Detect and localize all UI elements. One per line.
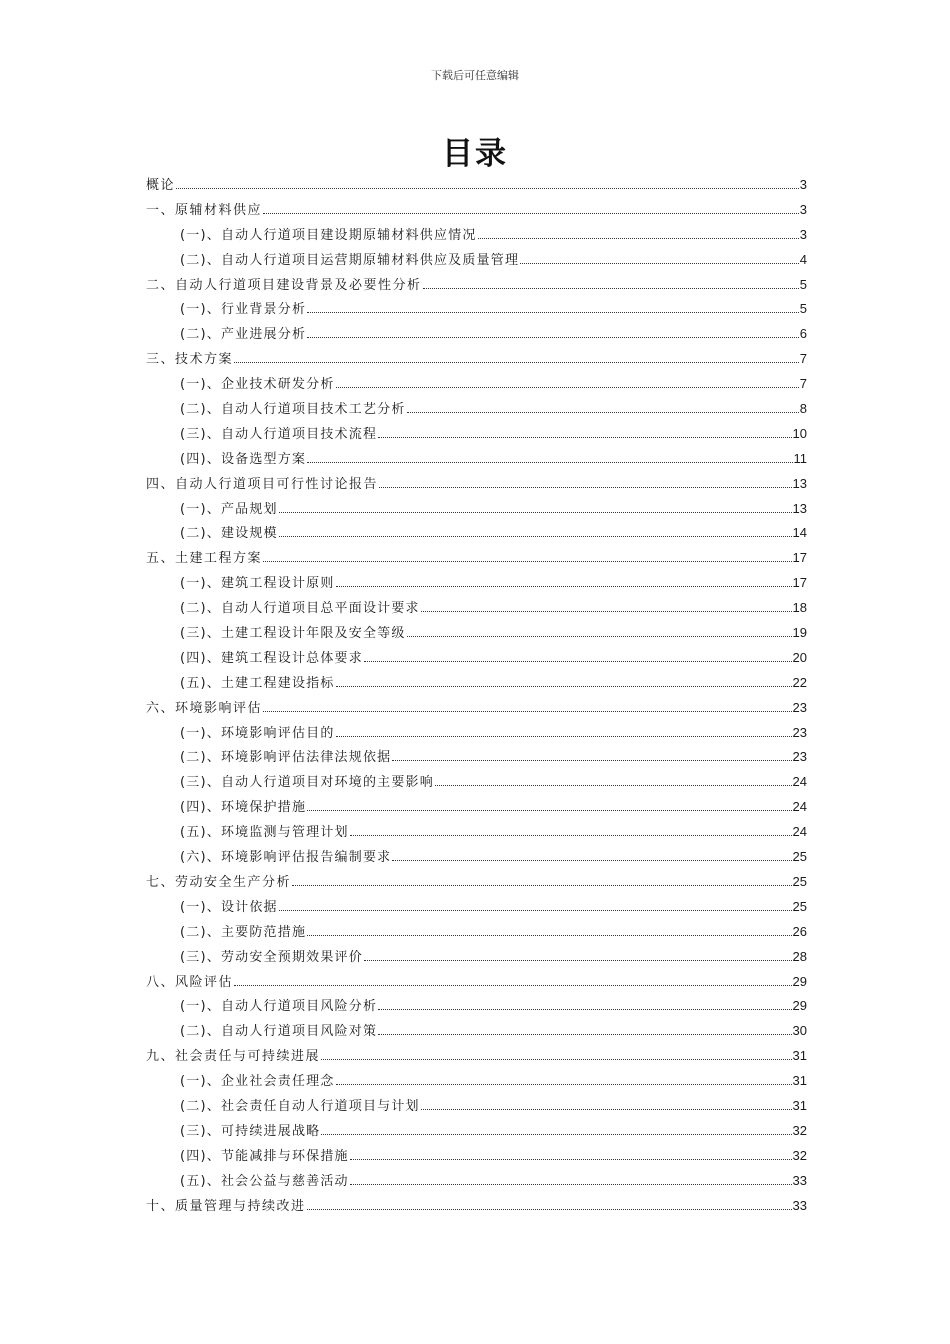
dot-leader (263, 561, 792, 562)
dot-leader (350, 1159, 792, 1160)
toc-entry[interactable] (146, 672, 807, 697)
toc-entry-label: (一)、自动人行道项目风险分析 (180, 999, 378, 1015)
dot-leader (520, 263, 799, 264)
toc-title: 目录 (442, 136, 508, 172)
toc-entry-label: (三)、自动人行道项目技术流程 (180, 426, 378, 442)
toc-entry-label: (三)、土建工程设计年限及安全等级 (180, 626, 406, 642)
toc-entry-page: 17 (792, 575, 807, 591)
toc-entry[interactable] (146, 1170, 807, 1195)
toc-entry-label: (五)、社会公益与慈善活动 (180, 1173, 349, 1189)
toc-entry[interactable] (146, 921, 807, 946)
toc-entry-page: 13 (792, 500, 807, 516)
dot-leader (407, 412, 799, 413)
toc-entry-page: 17 (792, 550, 807, 566)
toc-entry-label: (三)、自动人行道项目对环境的主要影响 (180, 775, 434, 791)
toc-entry-page: 24 (792, 824, 807, 840)
dot-leader (279, 536, 792, 537)
toc-entry[interactable] (146, 1045, 807, 1070)
dot-leader (379, 487, 792, 488)
toc-entry[interactable] (146, 199, 807, 224)
toc-entry-page: 3 (799, 226, 807, 242)
toc-entry-label: 一、原辅材料供应 (146, 202, 263, 218)
toc-entry-page: 4 (799, 251, 807, 267)
dot-leader (336, 387, 799, 388)
toc-entry[interactable] (146, 821, 807, 846)
toc-entry-page: 3 (799, 177, 807, 192)
toc-entry-page: 11 (793, 450, 807, 466)
dot-leader (392, 760, 791, 761)
toc-entry-label: 三、技术方案 (146, 352, 234, 368)
toc-entry[interactable] (146, 274, 807, 299)
toc-entry[interactable] (146, 448, 807, 473)
dot-leader (307, 810, 791, 811)
toc-entry[interactable] (146, 697, 807, 722)
dot-leader (279, 910, 792, 911)
dot-leader (364, 661, 792, 662)
toc-entry[interactable] (146, 846, 807, 871)
toc-entry-label: 四、自动人行道项目可行性讨论报告 (146, 476, 379, 492)
toc-entry-page: 30 (792, 1023, 807, 1039)
toc-entry-page: 25 (792, 873, 807, 889)
toc-entry[interactable] (146, 174, 807, 199)
toc-entry-page: 25 (792, 898, 807, 914)
dot-leader (263, 711, 792, 712)
toc-entry-label: (二)、社会责任自动人行道项目与计划 (180, 1098, 420, 1114)
dot-leader (307, 462, 792, 463)
toc-entry[interactable] (146, 224, 807, 249)
toc-entry-page: 8 (799, 401, 807, 417)
dot-leader (421, 611, 792, 612)
toc-entry-label: (二)、自动人行道项目技术工艺分析 (180, 402, 406, 418)
toc-entry-label: (二)、自动人行道项目风险对策 (180, 1024, 378, 1040)
toc-entry-label: 六、环境影响评估 (146, 700, 263, 716)
toc-entry[interactable] (146, 398, 807, 423)
toc-entry-label: 概论 (146, 178, 176, 193)
dot-leader (336, 736, 792, 737)
toc-entry-label: (四)、环境保护措施 (180, 800, 307, 816)
toc-entry-label: (三)、可持续进展战略 (180, 1123, 321, 1139)
table-of-contents (146, 174, 807, 1219)
dot-leader (234, 362, 799, 363)
toc-entry-page: 5 (799, 301, 807, 317)
toc-entry-label: 八、风险评估 (146, 974, 234, 990)
dot-leader (307, 1209, 792, 1210)
toc-entry-label: (二)、自动人行道项目运营期原辅材料供应及质量管理 (180, 252, 520, 268)
toc-entry-page: 24 (792, 774, 807, 790)
toc-entry[interactable] (146, 1120, 807, 1145)
toc-entry-label: (一)、自动人行道项目建设期原辅材料供应情况 (180, 227, 477, 243)
dot-leader (378, 1034, 791, 1035)
toc-entry-page: 19 (792, 625, 807, 641)
page-header: 下载后可任意编辑 (431, 69, 519, 82)
toc-entry-page: 14 (792, 525, 807, 541)
toc-entry[interactable] (146, 1145, 807, 1170)
toc-entry-page: 18 (792, 600, 807, 616)
dot-leader (423, 288, 799, 289)
toc-entry[interactable] (146, 597, 807, 622)
toc-entry[interactable] (146, 771, 807, 796)
toc-entry-label: (四)、建筑工程设计总体要求 (180, 650, 363, 666)
toc-entry[interactable] (146, 498, 807, 523)
toc-entry-label: 十、质量管理与持续改进 (146, 1198, 306, 1214)
toc-entry[interactable] (146, 323, 807, 348)
toc-entry[interactable] (146, 249, 807, 274)
toc-entry[interactable] (146, 946, 807, 971)
toc-entry[interactable] (146, 373, 807, 398)
toc-entry-page: 32 (792, 1122, 807, 1138)
toc-entry-page: 22 (792, 674, 807, 690)
toc-entry-page: 23 (792, 749, 807, 765)
dot-leader (350, 835, 792, 836)
dot-leader (263, 213, 799, 214)
toc-entry-label: 二、自动人行道项目建设背景及必要性分析 (146, 277, 422, 293)
toc-entry-label: (一)、企业技术研发分析 (180, 377, 335, 393)
toc-entry-page: 20 (792, 649, 807, 665)
toc-entry-label: (一)、企业社会责任理念 (180, 1074, 335, 1090)
toc-entry-page: 23 (792, 699, 807, 715)
toc-entry-label: (一)、环境影响评估目的 (180, 725, 335, 741)
toc-entry[interactable] (146, 473, 807, 498)
toc-entry[interactable] (146, 348, 807, 373)
toc-entry-label: 九、社会责任与可持续进展 (146, 1049, 321, 1065)
toc-entry-label: (一)、建筑工程设计原则 (180, 576, 335, 592)
toc-entry-page: 24 (792, 799, 807, 815)
toc-entry-label: (一)、设计依据 (180, 899, 278, 915)
dot-leader (336, 686, 792, 687)
dot-leader (378, 437, 791, 438)
toc-entry[interactable] (146, 572, 807, 597)
toc-entry-page: 31 (792, 1073, 807, 1089)
toc-entry[interactable] (146, 796, 807, 821)
dot-leader (279, 512, 792, 513)
toc-entry-label: (四)、节能减排与环保措施 (180, 1148, 349, 1164)
toc-entry-label: (四)、设备选型方案 (180, 451, 307, 467)
toc-entry-label: 七、劳动安全生产分析 (146, 874, 292, 890)
toc-entry[interactable] (146, 896, 807, 921)
toc-entry-label: (一)、行业背景分析 (180, 302, 307, 318)
toc-entry-page: 31 (792, 1048, 807, 1064)
toc-entry-label: (二)、环境影响评估法律法规依据 (180, 750, 392, 766)
toc-entry-page: 33 (792, 1172, 807, 1188)
dot-leader (407, 636, 792, 637)
toc-entry[interactable] (146, 522, 807, 547)
toc-entry[interactable] (146, 1195, 807, 1220)
dot-leader (378, 1009, 791, 1010)
dot-leader (292, 885, 792, 886)
toc-entry[interactable] (146, 1070, 807, 1095)
dot-leader (307, 935, 791, 936)
toc-entry-page: 13 (792, 475, 807, 491)
dot-leader (336, 586, 792, 587)
toc-entry-label: (二)、自动人行道项目总平面设计要求 (180, 601, 420, 617)
dot-leader (435, 785, 792, 786)
dot-leader (307, 312, 799, 313)
toc-entry[interactable] (146, 423, 807, 448)
dot-leader (421, 1109, 792, 1110)
toc-entry-label: (五)、土建工程建设指标 (180, 675, 335, 691)
toc-entry-page: 5 (799, 276, 807, 292)
dot-leader (321, 1059, 792, 1060)
toc-entry-page: 10 (792, 425, 807, 441)
toc-entry-label: (三)、劳动安全预期效果评价 (180, 949, 363, 965)
toc-entry[interactable] (146, 971, 807, 996)
dot-leader (478, 238, 799, 239)
toc-entry-label: (六)、环境影响评估报告编制要求 (180, 850, 392, 866)
toc-entry[interactable] (146, 746, 807, 771)
toc-entry[interactable] (146, 722, 807, 747)
dot-leader (234, 985, 792, 986)
toc-entry-page: 28 (792, 948, 807, 964)
toc-entry-label: 五、土建工程方案 (146, 551, 263, 567)
toc-entry[interactable] (146, 1095, 807, 1120)
toc-entry[interactable] (146, 647, 807, 672)
toc-entry-label: (五)、环境监测与管理计划 (180, 825, 349, 841)
toc-entry-label: (二)、主要防范措施 (180, 924, 307, 940)
dot-leader (364, 960, 792, 961)
toc-entry-page: 26 (792, 923, 807, 939)
dot-leader (176, 188, 799, 189)
toc-entry[interactable] (146, 547, 807, 572)
toc-entry-page: 31 (792, 1097, 807, 1113)
dot-leader (307, 337, 799, 338)
toc-entry-page: 29 (792, 998, 807, 1014)
toc-entry-page: 29 (792, 973, 807, 989)
toc-entry-page: 7 (799, 376, 807, 392)
toc-entry-page: 23 (792, 724, 807, 740)
toc-entry-page: 3 (799, 201, 807, 217)
toc-entry[interactable] (146, 1020, 807, 1045)
toc-entry-label: (二)、建设规模 (180, 526, 278, 542)
toc-entry[interactable] (146, 298, 807, 323)
dot-leader (336, 1084, 792, 1085)
toc-entry-page: 6 (799, 326, 807, 342)
toc-entry-page: 25 (792, 849, 807, 865)
dot-leader (350, 1184, 792, 1185)
toc-entry-page: 7 (799, 351, 807, 367)
toc-entry[interactable] (146, 622, 807, 647)
toc-entry-label: (一)、产品规划 (180, 501, 278, 517)
toc-entry-label: (二)、产业进展分析 (180, 327, 307, 343)
dot-leader (392, 860, 791, 861)
toc-entry[interactable] (146, 871, 807, 896)
toc-entry-page: 32 (792, 1147, 807, 1163)
toc-entry-page: 33 (792, 1197, 807, 1213)
toc-entry[interactable] (146, 995, 807, 1020)
dot-leader (321, 1134, 791, 1135)
